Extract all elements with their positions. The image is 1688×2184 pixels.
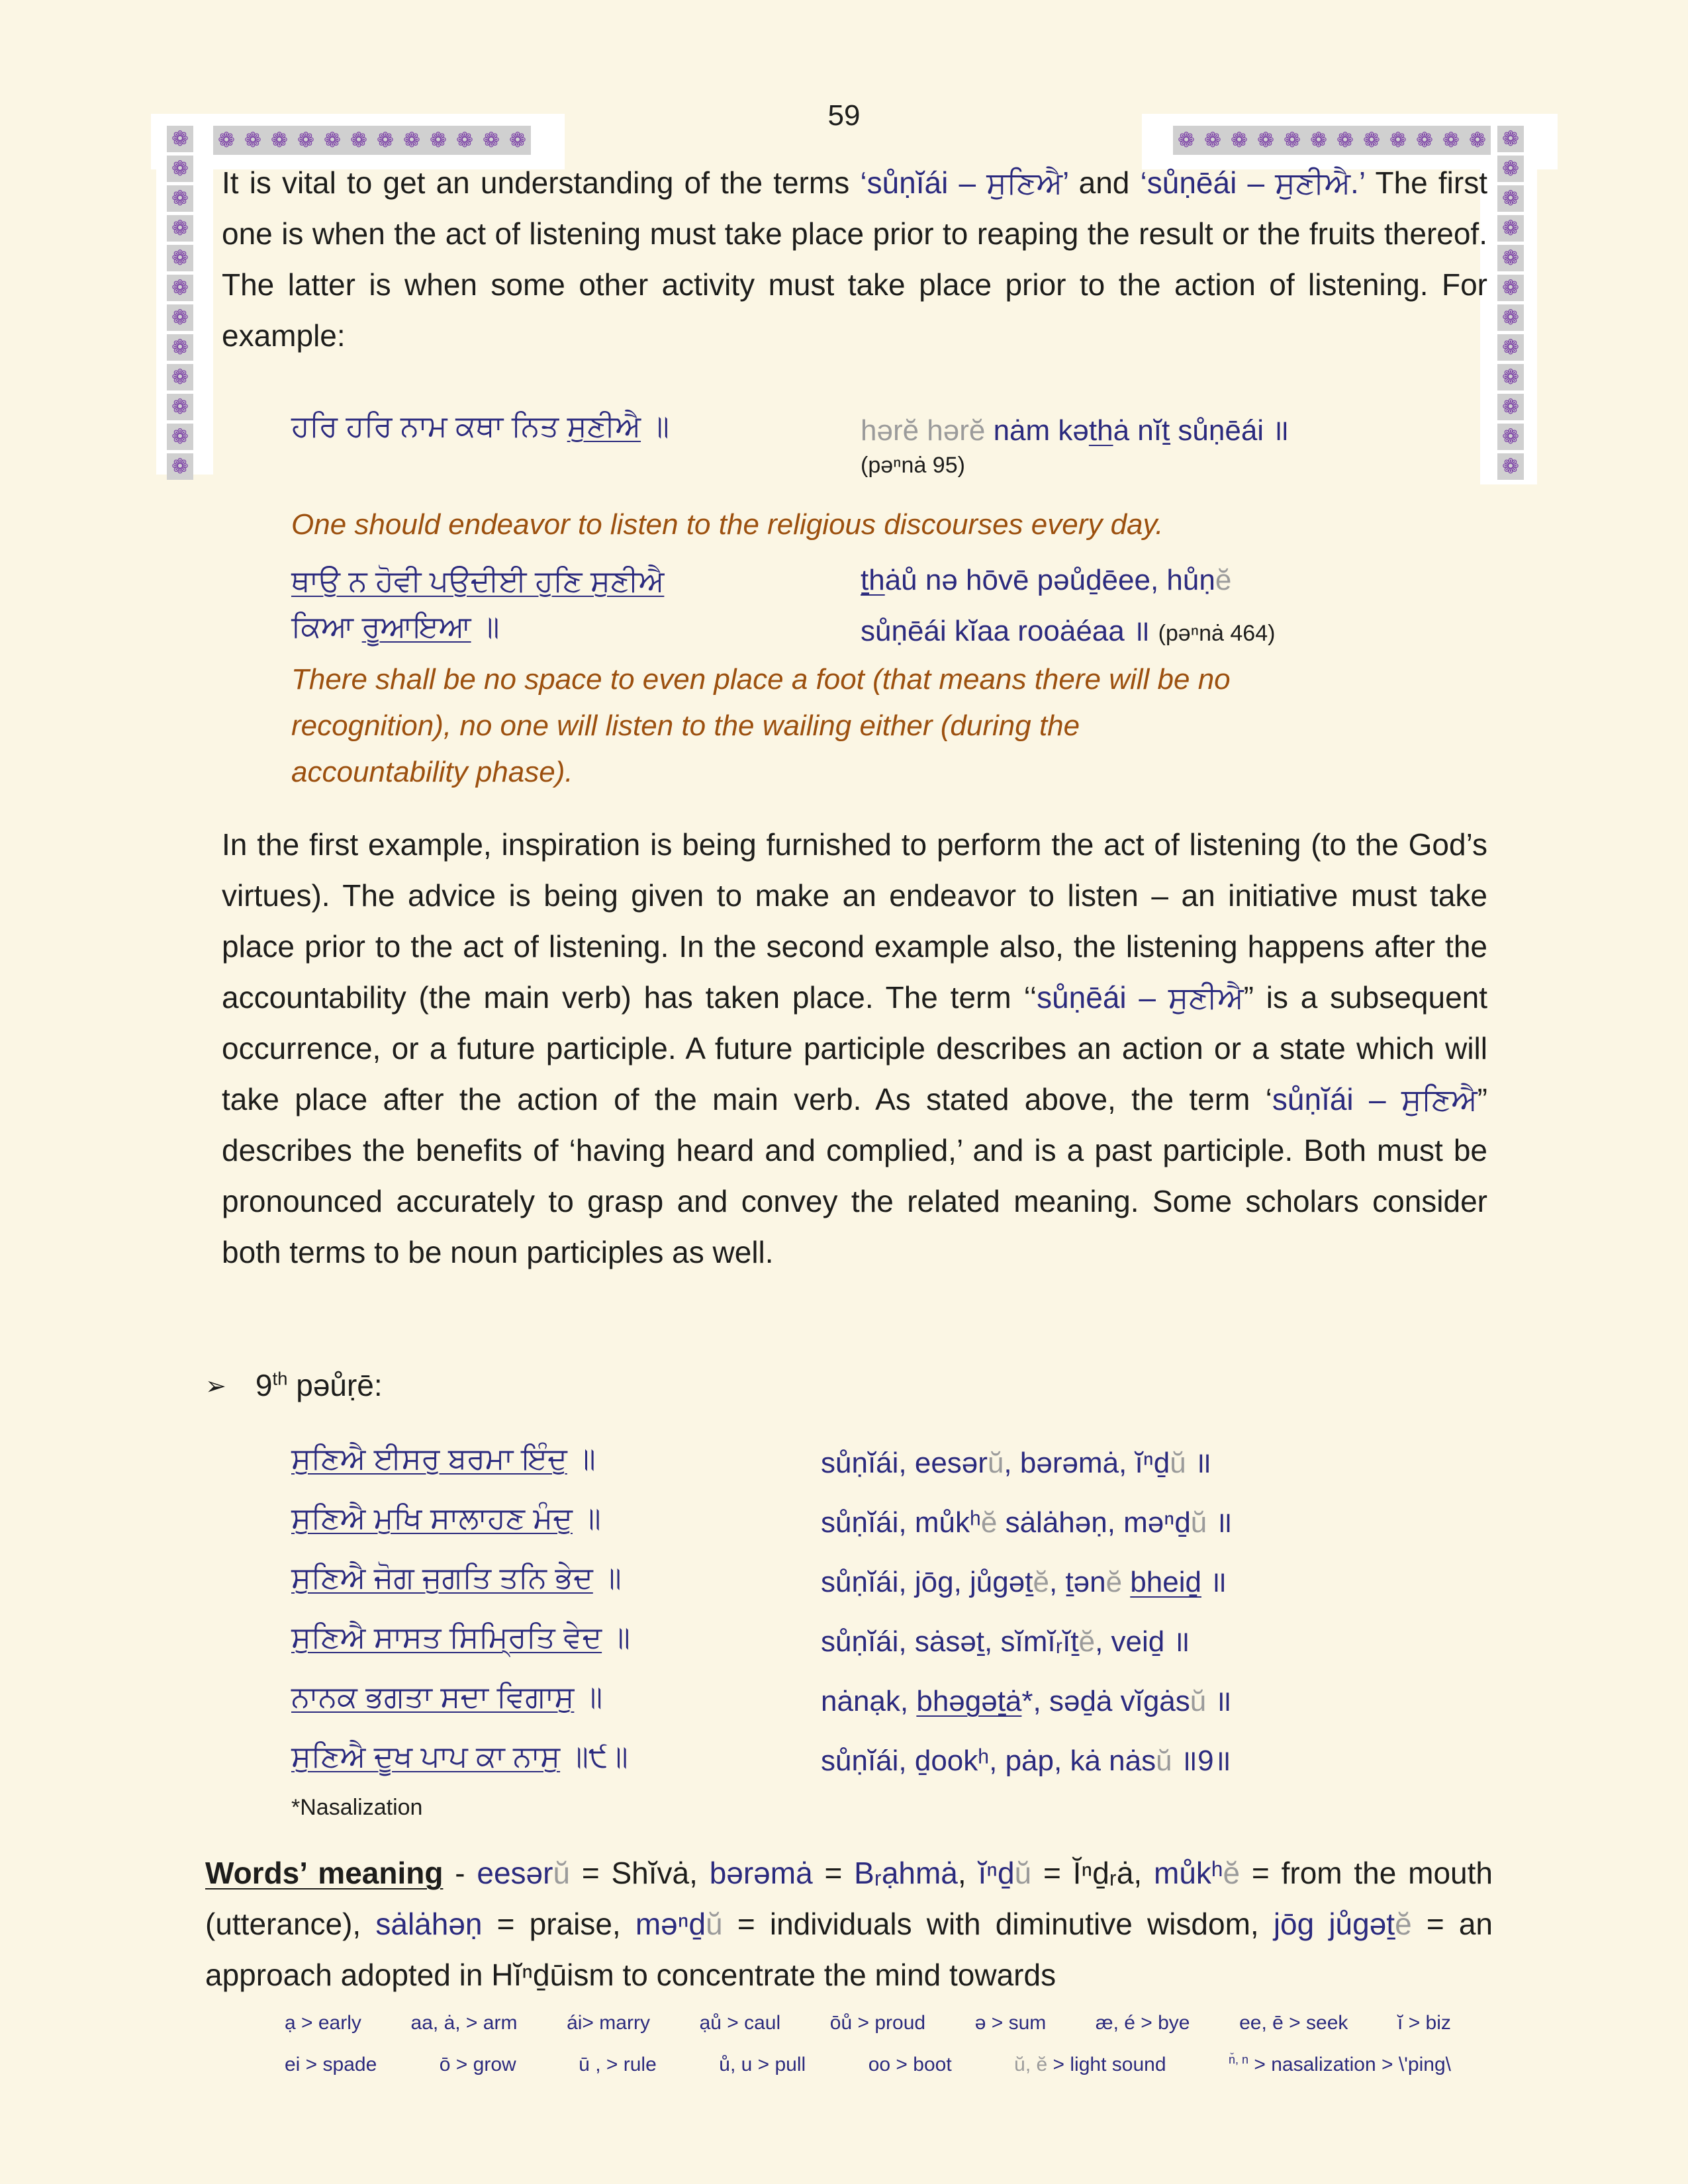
guide-item: aa, ȧ, > arm [410,2012,518,2034]
flower-icon: ❁ [1363,128,1380,152]
quote-1-transliteration: hərĕ hərĕ nȧm kəthȧ nĭṯ sůṇēái ॥ [861,414,1289,447]
flower-icon: ❁ [244,128,261,152]
pauri-heading [205,1367,383,1403]
flower-icon: ❁ [1284,128,1301,152]
flower-icon: ❁ [297,128,314,152]
verse-1-gurmukhi: ਸੁਣਿਐ ਈਸਰੁ ਬਰਮਾ ਇੰਦੁ ॥ [291,1441,596,1475]
guide-item: ạ > early [285,2012,361,2034]
guide-item-light-sound: ŭ, ĕ > light sound [1014,2054,1166,2075]
flower-icon: ❁ [167,453,193,480]
flower-icon: ❁ [1257,128,1274,152]
guide-item: ạů > caul [699,2012,781,2034]
quote-1 [291,409,1642,478]
ornament-row-left [213,126,531,155]
flower-icon: ❁ [1178,128,1195,152]
flower-icon: ❁ [1389,128,1407,152]
guide-item: ō > grow [439,2054,516,2075]
ornament-column-left [167,126,193,480]
flower-icon: ❁ [167,304,193,331]
guide-item: ei > spade [285,2054,377,2075]
flower-icon: ❁ [324,128,341,152]
guide-item: ee, ē > seek [1239,2012,1348,2034]
flower-icon: ❁ [430,128,447,152]
flower-icon: ❁ [167,156,193,182]
verse-3-gurmukhi: ਸੁਣਿਐ ਜੋਗ ਜੁਗਤਿ ਤਨਿ ਭੇਦ ॥ [291,1561,622,1594]
verse-2-gurmukhi: ਸੁਣਿਐ ਮੁਖਿ ਸਾਲਾਹਣ ਮੰਦੁ ॥ [291,1501,601,1535]
verse-4-transliteration: sůṇĭái, sȧsəṯ, sĭmĭᵣĭṯĕ, veiḏ ॥ [821,1625,1190,1658]
flower-icon: ❁ [1497,453,1524,480]
flower-icon: ❁ [1497,364,1524,390]
quote-2-translation [291,657,1364,796]
flower-icon: ❁ [167,126,193,152]
verse-6-transliteration: sůṇĭái, ḏookʰ, pȧp, kȧ nȧsŭ ॥9॥ [821,1745,1231,1777]
quote-2-gurmukhi-line-1: ਥਾਉ ਨ ਹੋਵੀ ਪਉਦੀਈ ਹੁਣਿ ਸੁਣੀਐ [291,564,665,598]
flower-icon: ❁ [167,275,193,301]
quote-1-page-reference: (pəⁿnȧ 95) [861,453,965,478]
flower-icon: ❁ [1497,334,1524,361]
quote-2-gurmukhi-line-2: ਕਿਆ ਰੂਆਇਆ ॥ [291,610,500,643]
flower-icon: ❁ [1497,304,1524,331]
quote-2-translation-line-1: There shall be no space to even place a foot (that means there will be no [291,663,1231,696]
quote-2-transliteration-line-1: ṯhȧů nə hōvē pəůḏēee, hůṇĕ [861,564,1232,596]
guide-item: æ, é > bye [1095,2012,1190,2034]
flower-icon: ❁ [483,128,500,152]
nasalization-note: *Nasalization [291,1795,423,1820]
flower-icon: ❁ [1497,185,1524,212]
flower-icon: ❁ [167,394,193,420]
flower-icon: ❁ [167,245,193,271]
guide-item: oo > boot [868,2054,952,2075]
arrow-bullet-icon: ➢ [205,1373,226,1400]
flower-icon: ❁ [1231,128,1248,152]
flower-icon: ❁ [1204,128,1221,152]
flower-icon: ❁ [1469,128,1486,152]
flower-icon: ❁ [1497,156,1524,182]
page-number: 59 [827,99,861,132]
guide-item: ů, u > pull [719,2054,806,2075]
verse-3-transliteration: sůṇĭái, jōg, jůgəṯĕ, ṯənĕ bheiḏ ॥ [821,1566,1227,1598]
flower-icon: ❁ [167,334,193,361]
flower-icon: ❁ [456,128,473,152]
ornament-row-right [1173,126,1491,155]
pauri-heading-label: 9th pəůṛē: [255,1368,383,1402]
flower-icon: ❁ [167,185,193,212]
guide-item-nasalization: $^{n̆, n}$ > nasalization > \'ping\ [1229,2053,1451,2075]
verse-5-transliteration: nȧnạk, bhəgəṯȧ*, səḏȧ vĭgȧsŭ ॥ [821,1685,1232,1717]
quote-2 [291,564,1642,649]
guide-item: ū , > rule [579,2054,657,2075]
quote-2-translation-line-3: accountability phase). [291,756,573,788]
flower-icon: ❁ [1497,126,1524,152]
quote-1-gurmukhi: ਹਰਿ ਹਰਿ ਨਾਮ ਕਥਾ ਨਿਤ ਸੁਣੀਐ ॥ [291,409,669,443]
flower-icon: ❁ [1497,275,1524,301]
flower-icon: ❁ [1497,394,1524,420]
flower-icon: ❁ [1497,245,1524,271]
flower-icon: ❁ [350,128,367,152]
guide-item: ōů > proud [829,2012,926,2034]
flower-icon: ❁ [1497,424,1524,450]
flower-icon: ❁ [1336,128,1354,152]
flower-icon: ❁ [1442,128,1460,152]
flower-icon: ❁ [1416,128,1433,152]
flower-icon: ❁ [1497,215,1524,242]
flower-icon: ❁ [167,424,193,450]
pauri-verses [291,1441,1642,1779]
intro-paragraph: It is vital to get an understanding of the terms ‘sůṇĭái – ਸੁਣਿਐ’ and ‘sůṇēái – ਸੁਣੀਐ.’ The first one is when the act of listening must take place prior to reaping the result or the fruits thereof. The latter is when some other activity must take place prior to the action of listening. For example: [222,165,1487,353]
verse-5-gurmukhi: ਨਾਨਕ ਭਗਤਾ ਸਦਾ ਵਿਗਾਸੁ ॥ [291,1680,603,1713]
quote-2-transliteration-line-2: sůṇēái kĭaa rooȧéaa ॥ (pəⁿnȧ 464) [861,615,1276,647]
guide-item: ĭ > biz [1397,2012,1451,2034]
pronunciation-guide-row-2 [285,2054,1451,2076]
flower-icon: ❁ [403,128,420,152]
flower-icon: ❁ [509,128,526,152]
words-meaning-paragraph: Words’ meaning - eesərŭ = Shĭvȧ, bərəmȧ = Bᵣạhmȧ, ĭⁿḏŭ = Ĭⁿḏᵣȧ, můkʰĕ = from the mouth (utterance), sȧlȧhəṇ = praise, məⁿḏŭ = individuals with diminutive wisdom, jōg jůgəṯĕ = an approach adopted in Hĭⁿḏūism to concentrate the mind towards [205,1856,1493,1992]
quote-2-translation-line-2: recognition), no one will listen to the wailing either (during the [291,709,1080,742]
quote-1-translation: One should endeavor to listen to the religious discourses every day. [291,508,1164,541]
flower-icon: ❁ [218,128,235,152]
pronunciation-guide-row-1 [285,2012,1451,2034]
flower-icon: ❁ [167,364,193,390]
verse-2-transliteration: sůṇĭái, můkʰĕ sȧlȧhəṇ, məⁿḏŭ ॥ [821,1506,1233,1539]
guide-item: ái> marry [567,2012,650,2034]
flower-icon: ❁ [1310,128,1327,152]
flower-icon: ❁ [271,128,288,152]
guide-item: ə > sum [974,2012,1047,2034]
verse-1-transliteration: sůṇĭái, eesərŭ, bərəmȧ, ĭⁿḏŭ ॥ [821,1447,1212,1479]
verse-6-gurmukhi: ਸੁਣਿਐ ਦੂਖ ਪਾਪ ਕਾ ਨਾਸੁ ॥੯॥ [291,1739,628,1773]
flower-icon: ❁ [167,215,193,242]
verse-4-gurmukhi: ਸੁਣਿਐ ਸਾਸਤ ਸਿਮ੍ਰਿਤਿ ਵੇਦ ॥ [291,1620,630,1654]
flower-icon: ❁ [377,128,394,152]
quote-1-translit-block [861,409,1642,478]
body-paragraph: In the first example, inspiration is being furnished to perform the act of listening (to the God’s virtues). The advice is being given to make an endeavor to listen – an initiative must take place prior to the act of listening. In the second example also, the listening happens after the accountability (the main verb) has taken place. The term ‘‘sůṇēái – ਸੁਣੀਐ” is a subsequent occurrence, or a future participle. A future participle describes an action or a state which will take place after the action of the main verb. As stated above, the term ‘sůṇĭái – ਸੁਣਿਐ” describes the benefits of ‘having heard and complied,’ and is a past participle. Both must be pronounced accurately to grasp and convey the related meaning. Some scholars consider both terms to be noun participles as well. [222,827,1488,1269]
